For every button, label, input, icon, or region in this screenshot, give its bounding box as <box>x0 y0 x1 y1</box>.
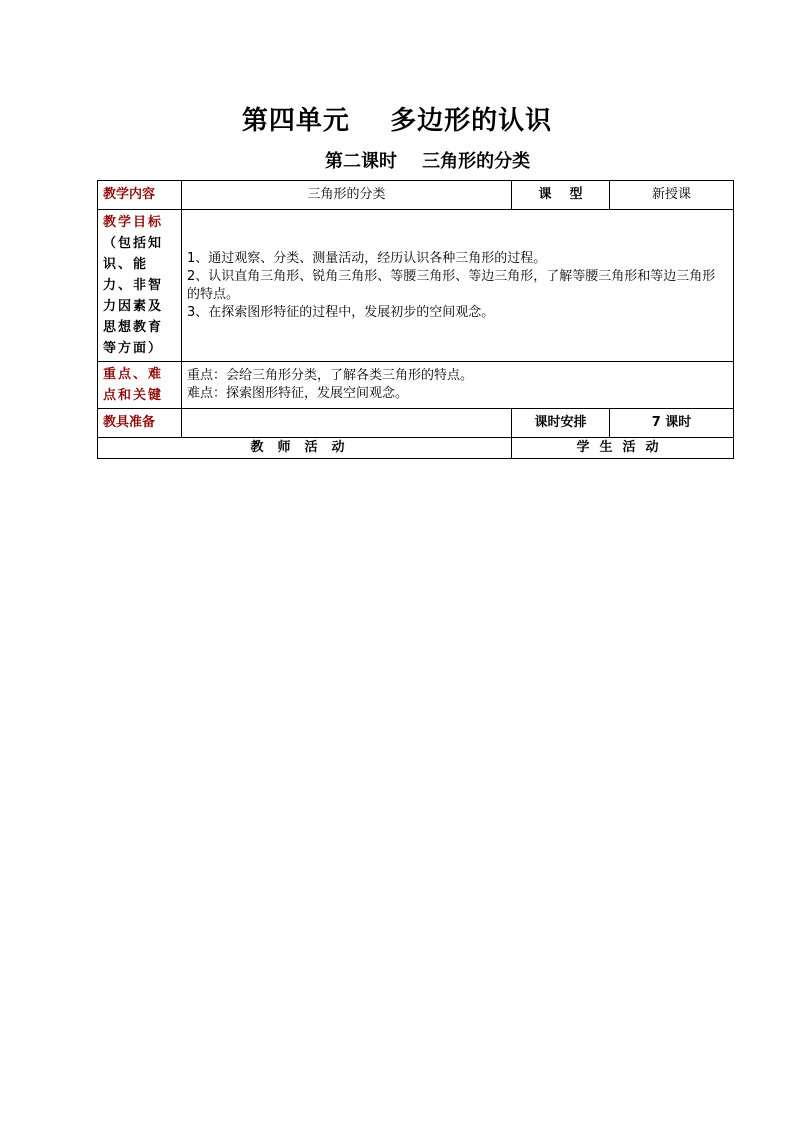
goal-item: 2、认识直角三角形、锐角三角形、等腰三角形、等边三角形，了解等腰三角形和等边三角形的特点。 <box>187 268 716 302</box>
focus-key-point: 重点：会给三角形分类，了解各类三角形的特点。 <box>187 368 474 383</box>
table-row-focus <box>98 362 734 409</box>
focus-content <box>182 362 734 409</box>
focus-label: 重点、难点和关键 <box>98 362 182 409</box>
content-label: 教学内容 <box>98 181 182 210</box>
table-row-activity-header <box>98 438 734 459</box>
goals-content <box>182 210 734 362</box>
page-subtitle: 第二课时 三角形的分类 <box>325 151 531 172</box>
schedule-label: 课时安排 <box>512 409 610 438</box>
goals-label <box>98 210 182 362</box>
tools-value <box>182 409 512 438</box>
content-value: 三角形的分类 <box>182 181 512 210</box>
type-label: 课 型 <box>512 181 610 210</box>
page-title: 第四单元 多边形的认识 <box>241 106 553 136</box>
goal-item: 3、在探索图形特征的过程中，发展初步的空间观念。 <box>187 304 495 320</box>
goals-label-title: 教学目标 <box>103 215 164 230</box>
table-row-content <box>98 181 734 210</box>
tools-label: 教具准备 <box>98 409 182 438</box>
goals-label-note: （包括知识、能力、非智力因素及思想教育等方面） <box>103 236 164 356</box>
type-value: 新授课 <box>610 181 734 210</box>
table-row-goals <box>98 210 734 362</box>
focus-difficulty: 难点：探索图形特征，发展空间观念。 <box>187 386 409 401</box>
goal-item: 1、通过观察、分类、测量活动，经历认识各种三角形的过程。 <box>187 250 547 266</box>
student-activity-header: 学生活动 <box>512 438 734 459</box>
teacher-activity-header: 教师活动 <box>98 438 512 459</box>
lesson-plan-table <box>97 180 734 459</box>
schedule-value: 7 课时 <box>610 409 734 438</box>
table-row-tools <box>98 409 734 438</box>
